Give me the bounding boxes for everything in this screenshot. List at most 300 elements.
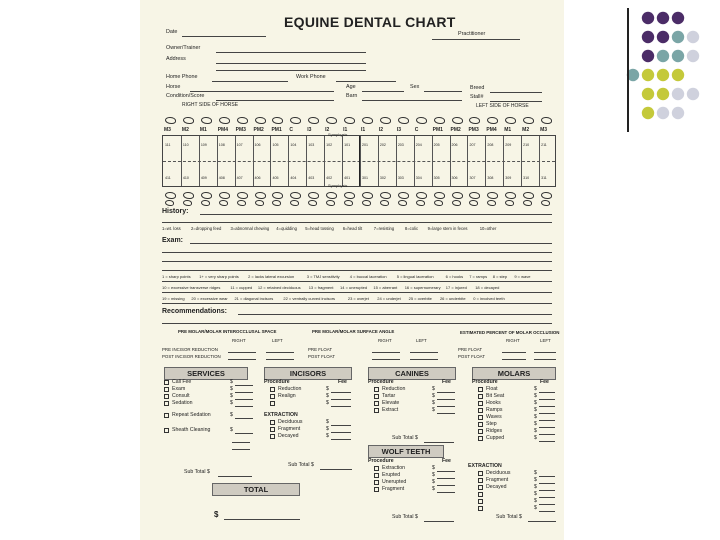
incisors-extra-checkbox[interactable] <box>270 401 275 406</box>
fee-line[interactable] <box>235 392 253 393</box>
fee-checkbox[interactable] <box>270 387 275 392</box>
fee-checkbox[interactable] <box>478 387 483 392</box>
incisors-subtotal-line[interactable] <box>320 469 352 470</box>
history-code: 1=wt. loss <box>162 226 181 231</box>
horse-label: Horse <box>166 84 181 90</box>
decorative-dot <box>642 88 654 100</box>
decorative-dot <box>657 31 669 43</box>
tooth-label: I3 <box>307 127 312 133</box>
exam-line-4[interactable] <box>162 270 552 271</box>
lower-tooth-icon <box>344 192 355 199</box>
grid-center-divider <box>359 136 360 186</box>
estimated-left-label: LEFT <box>540 338 551 343</box>
lower-tooth-icon <box>165 200 174 206</box>
fee-dollar-sign: $ <box>432 400 435 406</box>
upper-tooth-number: 103 <box>308 143 315 147</box>
history-line-1[interactable] <box>200 214 552 215</box>
fee-dollar-sign: $ <box>534 421 537 427</box>
upper-tooth-number: 201 <box>362 143 368 147</box>
work-phone-label: Work Phone <box>296 74 326 80</box>
lower-tooth-number: 408 <box>218 176 225 180</box>
fee-line[interactable] <box>437 413 455 414</box>
wolf-subtotal-line[interactable] <box>424 521 454 522</box>
lower-tooth-number: 302 <box>379 176 386 180</box>
lower-tooth-number: 405 <box>272 176 279 180</box>
right-side-label: RIGHT SIDE OF HORSE <box>182 102 239 108</box>
wolf-fee-heading: Fee <box>442 458 451 464</box>
post-incisor-left-line[interactable] <box>266 359 294 360</box>
decorative-dot <box>642 69 654 81</box>
fee-item-label: Repeat Sedation <box>172 412 211 418</box>
upper-tooth-number: 111 <box>165 143 171 147</box>
decorative-dot <box>657 88 669 100</box>
fee-dollar-sign: $ <box>534 407 537 413</box>
history-label: History: <box>162 208 189 215</box>
fee-checkbox[interactable] <box>270 427 275 432</box>
exam-code: 6 = hooks <box>445 274 464 279</box>
estimated-post-left-line[interactable] <box>534 359 556 360</box>
fee-line[interactable] <box>437 478 455 479</box>
exam-line-3[interactable] <box>162 261 552 262</box>
upper-tooth-icon <box>523 117 534 124</box>
fee-checkbox[interactable] <box>270 420 275 425</box>
upper-tooth-number: 204 <box>415 143 422 147</box>
decorative-dot <box>672 12 684 24</box>
address-line-2[interactable] <box>216 70 366 71</box>
lower-tooth-icon <box>523 200 532 206</box>
molars-subtotal-line[interactable] <box>528 521 556 522</box>
fee-checkbox[interactable] <box>374 387 379 392</box>
post-incisor-label: POST INCISOR REDUCTION <box>162 354 221 359</box>
fee-item-label: Elevate <box>382 400 400 406</box>
services-extra-line[interactable] <box>232 442 250 443</box>
fee-item-label: Sheath Cleaning <box>172 427 211 433</box>
sex-label: Sex <box>410 84 420 90</box>
upper-tooth-number: 207 <box>469 143 476 147</box>
fee-line[interactable] <box>539 441 555 442</box>
fee-line[interactable] <box>437 492 455 493</box>
upper-tooth-icon <box>237 117 248 124</box>
decorative-dot <box>642 31 654 43</box>
fee-line[interactable] <box>539 511 555 512</box>
sex-line[interactable] <box>424 91 462 92</box>
fee-line[interactable] <box>437 392 455 393</box>
owner-line[interactable] <box>216 52 366 53</box>
lower-tooth-icon <box>398 200 407 206</box>
angle-right-label: RIGHT <box>378 338 392 343</box>
total-dollar-sign: $ <box>214 510 219 519</box>
fee-item-label: Extraction <box>382 465 406 471</box>
upper-tooth-number: 202 <box>379 143 386 147</box>
lower-tooth-icon <box>165 192 176 199</box>
upper-tooth-icon <box>272 117 283 124</box>
history-code: 2=dropping feed <box>191 226 222 231</box>
fee-checkbox[interactable] <box>478 485 483 490</box>
fee-checkbox[interactable] <box>270 394 275 399</box>
home-phone-line[interactable] <box>212 81 288 82</box>
molars-procedure-heading: Procedure <box>472 379 498 385</box>
fee-checkbox[interactable] <box>374 480 379 485</box>
fee-checkbox[interactable] <box>374 466 379 471</box>
upper-tooth-number: 102 <box>326 143 333 147</box>
molars-header: MOLARS <box>472 367 556 380</box>
tooth-label: PM2 <box>450 127 461 133</box>
exam-code: 12 = retained deciduous <box>257 285 301 290</box>
exam-code-rule <box>162 281 552 282</box>
fee-checkbox[interactable] <box>270 434 275 439</box>
post-incisor-right-line[interactable] <box>228 359 256 360</box>
incisors-subtotal-label: Sub Total $ <box>288 462 314 468</box>
exam-code: 26 = underbite <box>439 296 466 301</box>
fee-item-label: Extract <box>382 407 399 413</box>
lower-tooth-number: 402 <box>326 176 333 180</box>
estimated-post-right-line[interactable] <box>502 359 526 360</box>
services-subtotal-line[interactable] <box>218 476 252 477</box>
upper-tooth-icon <box>255 117 266 124</box>
decorative-dot <box>687 50 699 62</box>
decorative-dot <box>672 107 684 119</box>
fee-line[interactable] <box>235 385 253 386</box>
fee-dollar-sign: $ <box>326 400 329 406</box>
stall-line[interactable] <box>490 101 542 102</box>
lower-tooth-icon <box>487 192 498 199</box>
lower-tooth-icon <box>255 192 266 199</box>
decorative-dot <box>687 31 699 43</box>
fee-line[interactable] <box>331 425 351 426</box>
fee-checkbox[interactable] <box>164 387 169 392</box>
lower-tooth-number: 307 <box>469 176 476 180</box>
fee-checkbox[interactable] <box>478 422 483 427</box>
address-line-1[interactable] <box>216 63 366 64</box>
fee-checkbox[interactable] <box>478 429 483 434</box>
fee-line[interactable] <box>539 490 555 491</box>
upper-tooth-number: 107 <box>236 143 243 147</box>
exam-code: 8 = step <box>492 274 508 279</box>
exam-line-2[interactable] <box>162 252 552 253</box>
fee-dollar-sign: $ <box>534 435 537 441</box>
fee-dollar-sign: $ <box>326 393 329 399</box>
upper-tooth-number: 206 <box>451 143 458 147</box>
exam-code-rule <box>162 303 552 304</box>
tooth-label: M1 <box>199 127 207 133</box>
fee-dollar-sign: $ <box>534 400 537 406</box>
estimated-pre-right-line[interactable] <box>502 352 526 353</box>
fee-line[interactable] <box>539 483 555 484</box>
lower-tooth-icon <box>416 192 427 199</box>
fee-line[interactable] <box>539 434 555 435</box>
tooth-label: I1 <box>343 127 348 133</box>
upper-tooth-number: 205 <box>433 143 440 147</box>
fee-dollar-sign: $ <box>534 498 537 504</box>
horse-line[interactable] <box>190 91 334 92</box>
tooth-label: I3 <box>396 127 401 133</box>
services-extra-line[interactable] <box>232 449 250 450</box>
exam-code: 19 = missing <box>162 296 185 301</box>
fee-line[interactable] <box>437 399 455 400</box>
upper-tooth-number: 209 <box>505 143 512 147</box>
lower-tooth-number: 311 <box>541 176 547 180</box>
fee-line[interactable] <box>539 392 555 393</box>
fee-dollar-sign: $ <box>326 433 329 439</box>
angle-pre-left-line[interactable] <box>410 352 438 353</box>
upper-tooth-number: 104 <box>290 143 297 147</box>
fee-line[interactable] <box>235 433 253 434</box>
decorative-vertical-rule <box>627 8 629 132</box>
tooth-label: PM4 <box>217 127 228 133</box>
exam-code: 3 = TMJ sensitivity <box>306 274 340 279</box>
lower-tooth-icon <box>237 200 246 206</box>
fee-line[interactable] <box>331 392 351 393</box>
fee-dollar-sign: $ <box>432 472 435 478</box>
fee-line[interactable] <box>539 497 555 498</box>
work-phone-line[interactable] <box>336 81 396 82</box>
fee-dollar-sign: $ <box>534 428 537 434</box>
estimated-pre-left-line[interactable] <box>534 352 556 353</box>
exam-code-rule <box>162 292 552 293</box>
upper-tooth-number: 210 <box>523 143 530 147</box>
exam-code: 15 = aberrant <box>373 285 398 290</box>
fee-checkbox[interactable] <box>374 473 379 478</box>
practitioner-label: Practitioner <box>458 31 486 37</box>
fee-line[interactable] <box>331 406 351 407</box>
molars-extra-checkbox[interactable] <box>478 506 483 511</box>
recommendations-label: Recommendations: <box>162 308 227 315</box>
lower-tooth-icon <box>219 192 230 199</box>
fee-line[interactable] <box>539 420 555 421</box>
exam-code: 21 = diagonal incisors <box>234 296 274 301</box>
fee-dollar-sign: $ <box>534 470 537 476</box>
tooth-label: I2 <box>378 127 384 133</box>
canines-subtotal-line[interactable] <box>424 442 454 443</box>
angle-pre-float-label: PRE FLOAT <box>308 347 333 352</box>
fee-line[interactable] <box>235 399 253 400</box>
fee-item-label: Step <box>486 421 497 427</box>
fee-item-label: Sedation <box>172 400 193 406</box>
upper-tooth-icon <box>380 117 391 124</box>
lower-tooth-icon <box>434 192 445 199</box>
fee-line[interactable] <box>331 439 351 440</box>
fee-item-label: Consult <box>172 393 190 399</box>
lower-tooth-icon <box>201 192 212 199</box>
fee-line[interactable] <box>539 406 555 407</box>
fee-checkbox[interactable] <box>164 413 169 418</box>
upper-tooth-number: 108 <box>218 143 225 147</box>
fee-checkbox[interactable] <box>478 401 483 406</box>
upper-tooth-icon <box>326 117 337 124</box>
lower-tooth-icon <box>469 192 480 199</box>
fee-dollar-sign: $ <box>534 386 537 392</box>
angle-post-right-line[interactable] <box>372 359 400 360</box>
fee-checkbox[interactable] <box>478 394 483 399</box>
pre-incisor-right-line[interactable] <box>228 352 256 353</box>
fee-checkbox[interactable] <box>374 401 379 406</box>
tooth-label: I1 <box>361 127 366 133</box>
home-phone-label: Home Phone <box>166 74 198 80</box>
fee-checkbox[interactable] <box>478 478 483 483</box>
exam-code: 0 = involved teeth <box>473 296 505 301</box>
history-code: 8=colic <box>404 226 419 231</box>
fee-line[interactable] <box>331 432 351 433</box>
lower-tooth-number: 407 <box>236 176 243 180</box>
fee-line[interactable] <box>235 406 253 407</box>
fee-line[interactable] <box>539 504 555 505</box>
decorative-dot <box>657 107 669 119</box>
fee-dollar-sign: $ <box>534 505 537 511</box>
interocclusal-space-title: PRE MOLAR/MOLAR INTEROCCLUSAL SPACE <box>178 329 277 334</box>
fee-dollar-sign: $ <box>432 479 435 485</box>
exam-code: 2 = lacks lateral excursion <box>248 274 295 279</box>
lower-tooth-icon <box>434 200 443 206</box>
services-subtotal-label: Sub Total $ <box>184 469 210 475</box>
fee-checkbox[interactable] <box>478 471 483 476</box>
angle-pre-right-line[interactable] <box>372 352 400 353</box>
fee-dollar-sign: $ <box>326 386 329 392</box>
incisors-procedure-heading: Procedure <box>264 379 290 385</box>
molars-extra-checkbox[interactable] <box>478 499 483 504</box>
fee-line[interactable] <box>539 413 555 414</box>
fee-item-label: Exam <box>172 386 186 392</box>
date-line[interactable] <box>182 36 266 37</box>
lower-tooth-number: 303 <box>397 176 404 180</box>
barn-line[interactable] <box>362 100 462 101</box>
molars-extraction-heading: EXTRACTION <box>468 463 502 469</box>
lower-tooth-number: 301 <box>362 176 368 180</box>
breed-line[interactable] <box>490 92 542 93</box>
upper-tooth-icon <box>541 117 552 124</box>
fee-checkbox[interactable] <box>478 436 483 441</box>
tooth-label: PM3 <box>235 127 246 133</box>
lower-tooth-number: 304 <box>415 176 422 180</box>
history-code: 4=quidding <box>276 226 297 231</box>
history-code: 3=abnormal chewing <box>230 226 270 231</box>
exam-code: 23 = overjet <box>347 296 369 301</box>
upper-tooth-icon <box>219 117 230 124</box>
history-code: 5=head tossing <box>305 226 334 231</box>
recommendations-line-2[interactable] <box>162 323 552 324</box>
fee-line[interactable] <box>539 476 555 477</box>
incisors-extraction-heading: EXTRACTION <box>264 412 298 418</box>
fee-checkbox[interactable] <box>374 408 379 413</box>
exam-code: 20 = excessive wear <box>191 296 228 301</box>
fee-item-label: Ramps <box>486 407 503 413</box>
fee-item-label: Reduction <box>278 386 302 392</box>
fee-line[interactable] <box>539 427 555 428</box>
tooth-label: I2 <box>325 127 330 133</box>
decorative-dot <box>687 88 699 100</box>
fee-item-label: Fragment <box>278 426 301 432</box>
fee-line[interactable] <box>437 406 455 407</box>
lower-tooth-icon <box>290 200 299 206</box>
fee-checkbox[interactable] <box>478 415 483 420</box>
exam-code: 16 = supernumerary <box>404 285 441 290</box>
upper-tooth-icon <box>487 117 498 124</box>
history-line-2[interactable] <box>162 222 552 223</box>
upper-tooth-number: 208 <box>487 143 494 147</box>
address-label: Address <box>166 56 186 62</box>
barn-label: Barn <box>346 93 358 99</box>
fee-dollar-sign: $ <box>326 426 329 432</box>
angle-post-left-line[interactable] <box>410 359 438 360</box>
date-label: Date <box>166 29 178 35</box>
lower-tooth-number: 403 <box>308 176 315 180</box>
lower-tooth-icon <box>362 200 371 206</box>
practitioner-line[interactable] <box>432 39 520 40</box>
lower-tooth-number: 411 <box>165 176 171 180</box>
fee-checkbox[interactable] <box>164 428 169 433</box>
fee-checkbox[interactable] <box>374 487 379 492</box>
fee-item-label: Decayed <box>278 433 299 439</box>
fee-line[interactable] <box>235 418 253 419</box>
pre-incisor-left-line[interactable] <box>266 352 294 353</box>
fee-line[interactable] <box>437 471 455 472</box>
age-label: Age <box>346 84 356 90</box>
angle-left-label: LEFT <box>416 338 427 343</box>
condition-label: Condition/Score <box>166 93 205 99</box>
fee-checkbox[interactable] <box>164 401 169 406</box>
fee-item-label: Deciduous <box>278 419 303 425</box>
fee-line[interactable] <box>437 485 455 486</box>
fee-dollar-sign: $ <box>230 386 233 392</box>
upper-tooth-number: 106 <box>254 143 261 147</box>
fee-dollar-sign: $ <box>230 393 233 399</box>
lower-tooth-icon <box>452 192 463 199</box>
fee-checkbox[interactable] <box>164 380 169 385</box>
lower-tooth-icon <box>237 192 248 199</box>
lower-tooth-icon <box>308 200 317 206</box>
tooth-label: M1 <box>504 127 512 133</box>
estimated-right-label: RIGHT <box>506 338 520 343</box>
decorative-dot <box>657 50 669 62</box>
lower-tooth-number: 406 <box>254 176 261 180</box>
lower-tooth-icon <box>255 200 264 206</box>
lower-tooth-icon <box>487 200 496 206</box>
upper-tooth-number: 110 <box>182 143 189 147</box>
lower-tooth-icon <box>541 200 550 206</box>
upper-tooth-icon <box>469 117 480 124</box>
molars-extra-checkbox[interactable] <box>478 492 483 497</box>
age-line[interactable] <box>362 91 404 92</box>
lower-tooth-icon <box>398 192 409 199</box>
total-line[interactable] <box>224 519 300 520</box>
fee-checkbox[interactable] <box>164 394 169 399</box>
lower-tooth-icon <box>326 200 335 206</box>
fee-checkbox[interactable] <box>478 408 483 413</box>
exam-code: 11 = cupped <box>230 285 253 290</box>
molars-subtotal-label: Sub Total $ <box>496 514 522 520</box>
fee-dollar-sign: $ <box>534 484 537 490</box>
fee-item-label: Decayed <box>486 484 507 490</box>
lower-tooth-icon <box>344 200 353 206</box>
exam-line-1[interactable] <box>190 243 552 244</box>
recommendations-line-1[interactable] <box>238 314 552 315</box>
lower-tooth-icon <box>308 192 319 199</box>
lower-tooth-icon <box>272 192 283 199</box>
upper-tooth-icon <box>165 117 176 124</box>
wolf-subtotal-label: Sub Total $ <box>392 514 418 520</box>
upper-tooth-number: 109 <box>200 143 207 147</box>
fee-item-label: Fragment <box>382 486 405 492</box>
condition-line[interactable] <box>216 100 334 101</box>
lower-tooth-icon <box>469 200 478 206</box>
decorative-dot <box>642 107 654 119</box>
lower-tooth-icon <box>183 192 194 199</box>
dental-chart-form <box>140 0 564 540</box>
tooth-label: PM3 <box>468 127 479 133</box>
fee-line[interactable] <box>331 399 351 400</box>
lower-tooth-number: 410 <box>182 176 189 180</box>
fee-checkbox[interactable] <box>374 394 379 399</box>
fee-line[interactable] <box>539 399 555 400</box>
